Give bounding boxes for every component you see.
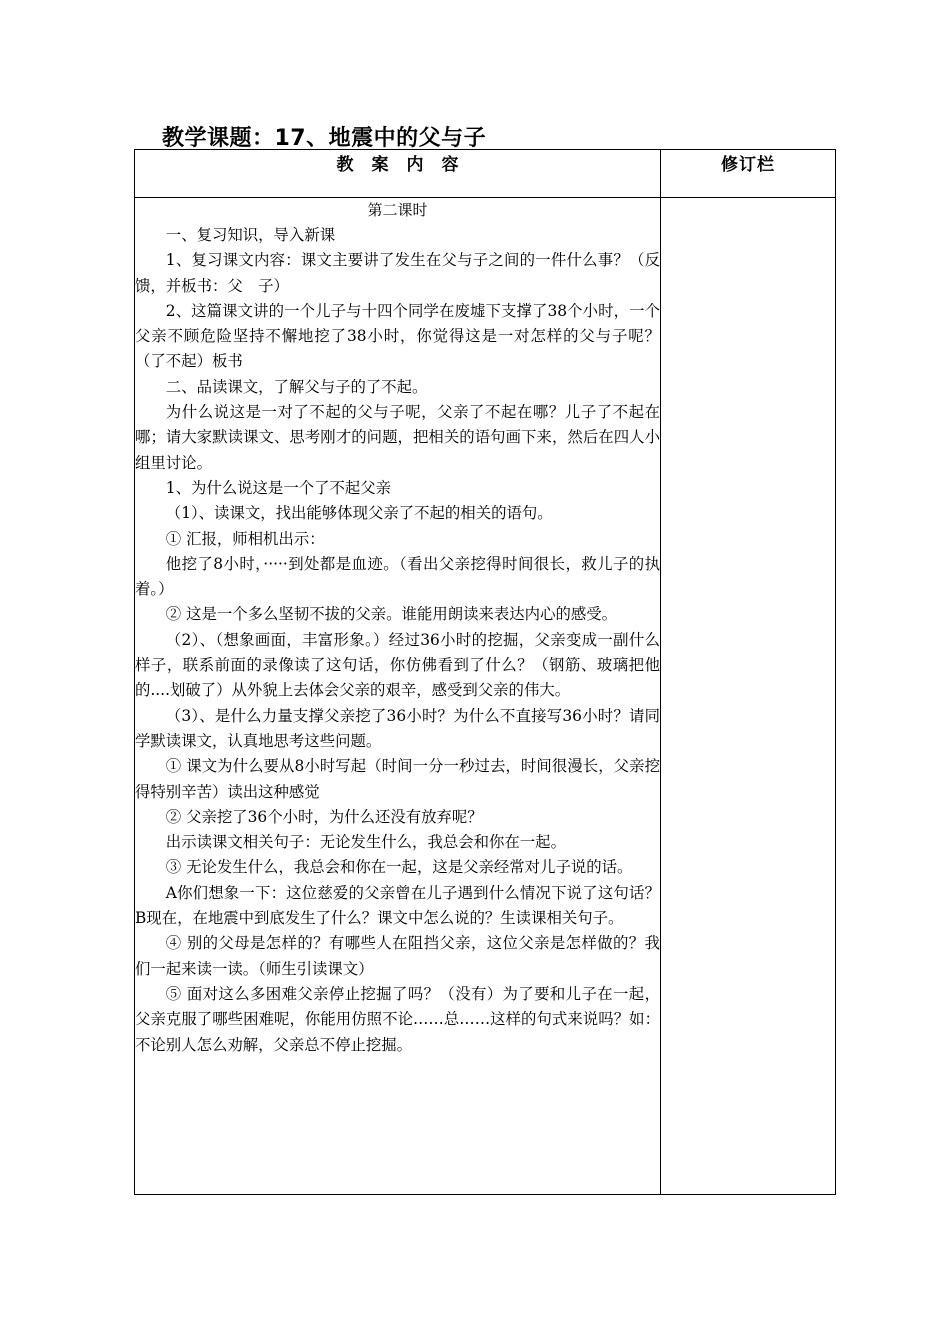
header-lesson-content: 教案内容: [135, 150, 661, 198]
revision-cell: [661, 198, 836, 1195]
paragraph: ⑤ 面对这么多困难父亲停止挖掘了吗？（没有）为了要和儿子在一起，父亲克服了哪些困难呢，你能用仿照不论……总……这样的句式来说吗？如：不论别人怎么劝解，父亲总不停止挖掘。: [135, 984, 660, 1054]
table-body-row: [135, 198, 836, 1195]
paragraph: 为什么说这是一对了不起的父与子呢，父亲了不起在哪？儿子了不起在哪；请大家默读课文、思考刚才的问题，把相关的语句画下来，然后在四人小组里讨论。: [135, 403, 660, 472]
paragraph: 一、复习知识，导入新课: [165, 226, 336, 244]
paragraph: （1）、读课文，找出能够体现父亲了不起的相关的语句。: [165, 504, 553, 523]
paragraph: 1、复习课文内容：课文主要讲了发生在父与子之间的一件什么事？（反馈，并板书：父 子）: [135, 251, 660, 295]
paragraph: ① 课文为什么要从8小时写起（时间一分一秒过去，时间很漫长，父亲挖得特别辛苦）读出这种感觉: [135, 757, 660, 801]
paragraph: ③ 无论发生什么，我总会和你在一起，这是父亲经常对儿子说的话。: [165, 858, 633, 877]
paragraph: （2）、（想象画面，丰富形象。）经过36小时的挖掘，父亲变成一副什么样子，联系前面的录像读了这句话，你仿佛看到了什么？（钢筋、玻璃把他的....划破了）从外貌上去体会父亲的艰辛，感受到父亲的伟大。: [135, 630, 660, 700]
paragraph: 出示读课文相关句子：无论发生什么，我总会和你在一起。: [165, 833, 566, 852]
header-revision: 修订栏: [661, 150, 836, 198]
paragraph: 他挖了8小时，·····到处都是血迹。（看出父亲挖得时间很长，救儿子的执着。）: [135, 554, 660, 599]
paragraph: 二、品读课文，了解父与子的了不起。: [165, 377, 428, 396]
paragraph: 2、这篇课文讲的一个儿子与十四个同学在废墟下支撑了38个小时，一个父亲不顾危险坚持不懈地挖了38小时，你觉得这是一对怎样的父与子呢？（了不起）板书: [135, 301, 660, 371]
paragraph: A你们想象一下：这位慈爱的父亲曾在儿子遇到什么情况下说了这句话？B现在，在地震中到底发生了什么？课文中怎么说的？生读课相关句子。: [135, 883, 660, 928]
paragraph: ① 汇报，师相机出示：: [165, 529, 325, 548]
lesson-title: 教学课题：17、地震中的父与子: [162, 126, 487, 151]
paragraph: ② 父亲挖了36个小时，为什么还没有放弃呢？: [165, 807, 483, 826]
paragraph: 1、为什么说这是一个了不起父亲: [165, 478, 392, 497]
paragraph: ② 这是一个多么坚韧不拔的父亲。谁能用朗读来表达内心的感受。: [165, 605, 618, 624]
session-label: 第二课时: [367, 201, 428, 219]
lesson-content-cell: [135, 198, 661, 1195]
paragraph: ④ 别的父母是怎样的？有哪些人在阻挡父亲，这位父亲是怎样做的？我们一起来读一读。（师生引读课文）: [135, 934, 660, 978]
paragraph: （3）、是什么力量支撑父亲挖了36小时？为什么不直接写36小时？请同学默读课文，认真地思考这些问题。: [135, 706, 660, 750]
lesson-plan-table: [134, 149, 836, 1195]
table-header-row: [135, 150, 836, 198]
